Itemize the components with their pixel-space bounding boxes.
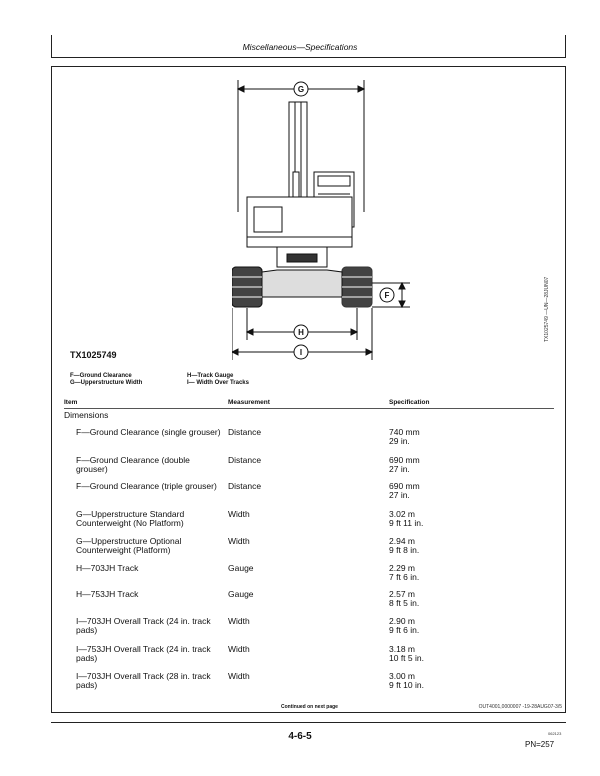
row-item: F—Ground Clearance (triple grouser) xyxy=(76,481,217,491)
spec-metric: 740 mm xyxy=(389,427,420,437)
spec-imperial: 8 ft 5 in. xyxy=(389,598,420,608)
row-item: I—753JH Overall Track (24 in. track pads) xyxy=(76,644,211,663)
spec-metric: 3.02 m xyxy=(389,509,415,519)
row-item: I—703JH Overall Track (28 in. track pads) xyxy=(76,671,211,690)
spec-imperial: 10 ft 5 in. xyxy=(389,653,424,663)
spec-metric: 2.94 m xyxy=(389,536,415,546)
legend-item: I— Width Over Tracks xyxy=(187,380,249,386)
row-measurement: Distance xyxy=(228,427,262,437)
spec-metric: 3.18 m xyxy=(389,644,415,654)
row-measurement: Width xyxy=(228,616,250,626)
spec-imperial: 27 in. xyxy=(389,490,410,500)
row-measurement: Width xyxy=(228,644,250,654)
swing-bearing xyxy=(287,254,317,262)
spec-metric: 2.57 m xyxy=(389,589,415,599)
legend-item: H—Track Gauge xyxy=(187,373,234,379)
row-item: F—Ground Clearance (single grouser) xyxy=(76,427,221,437)
column-header-item: Item xyxy=(64,399,78,406)
spec-content-box xyxy=(51,66,566,713)
spec-imperial: 27 in. xyxy=(389,464,410,474)
row-measurement: Distance xyxy=(228,455,262,465)
i-callout-label: I xyxy=(299,348,303,357)
row-specification xyxy=(389,510,423,528)
spec-imperial: 7 ft 6 in. xyxy=(389,572,420,582)
i-arrow-right xyxy=(366,349,372,355)
legend-column-2 xyxy=(187,373,249,387)
page-number: 4-6-5 xyxy=(288,731,312,742)
row-measurement: Width xyxy=(228,671,250,681)
track-frame xyxy=(262,270,342,297)
machine-dimension-figure xyxy=(232,72,472,362)
column-header-measurement: Measurement xyxy=(228,399,270,406)
row-measurement: Gauge xyxy=(228,563,254,573)
row-specification xyxy=(389,672,424,690)
spec-metric: 690 mm xyxy=(389,481,420,491)
row-measurement: Width xyxy=(228,536,250,546)
h-arrow-right xyxy=(351,329,357,335)
f-callout-label: F xyxy=(384,291,390,300)
row-specification xyxy=(389,456,420,474)
spec-metric: 2.29 m xyxy=(389,563,415,573)
document-reference: OUT4001,0000007 -19-28AUG07-3/5 xyxy=(478,704,562,710)
row-measurement: Distance xyxy=(228,481,262,491)
table-header-rule xyxy=(64,408,554,409)
row-specification xyxy=(389,428,420,446)
spec-imperial: 9 ft 8 in. xyxy=(389,545,420,555)
row-specification xyxy=(389,564,419,582)
legend-item: G—Upperstructure Width xyxy=(70,380,143,386)
column-header-specification: Specification xyxy=(389,399,430,406)
pn-number: PN=257 xyxy=(525,740,555,749)
row-specification xyxy=(389,645,424,663)
footer-code: 062123 xyxy=(548,731,562,736)
upperstructure xyxy=(247,197,352,247)
section-title: Dimensions xyxy=(64,410,109,420)
spec-imperial: 9 ft 10 in. xyxy=(389,680,424,690)
g-arrow-left xyxy=(238,86,244,92)
row-specification xyxy=(389,590,419,608)
row-item: I—703JH Overall Track (24 in. track pads) xyxy=(76,616,211,635)
row-item: H—703JH Track xyxy=(76,563,139,573)
spec-imperial: 29 in. xyxy=(389,436,410,446)
header-divider xyxy=(51,57,566,58)
legend-item: F—Ground Clearance xyxy=(70,373,132,379)
legend-column-1 xyxy=(70,373,142,387)
page-header-title: Miscellaneous—Specifications xyxy=(242,42,358,52)
h-arrow-left xyxy=(247,329,253,335)
spec-metric: 2.90 m xyxy=(389,616,415,626)
row-measurement: Gauge xyxy=(228,589,254,599)
spec-metric: 3.00 m xyxy=(389,671,415,681)
h-callout-label: H xyxy=(298,328,304,337)
row-item: G—Upperstructure Optional Counterweight (Platform) xyxy=(76,536,182,555)
i-arrow-left xyxy=(232,349,238,355)
boom-cylinder xyxy=(293,172,299,197)
f-arrow-bottom xyxy=(399,301,405,307)
row-item: H—753JH Track xyxy=(76,589,139,599)
figure-side-id: TX1025749 —UN—28JUN07 xyxy=(544,276,550,342)
f-arrow-top xyxy=(399,283,405,289)
row-measurement: Width xyxy=(228,509,250,519)
g-callout-label: G xyxy=(297,85,305,94)
continued-note: Continued on next page xyxy=(281,704,338,710)
spec-imperial: 9 ft 11 in. xyxy=(389,518,424,528)
spec-metric: 690 mm xyxy=(389,455,420,465)
g-arrow-right xyxy=(358,86,364,92)
spec-imperial: 9 ft 6 in. xyxy=(389,625,420,635)
figure-id: TX1025749 xyxy=(70,350,117,360)
row-specification xyxy=(389,617,419,635)
row-item: F—Ground Clearance (double grouser) xyxy=(76,455,190,474)
footer-divider xyxy=(51,722,566,723)
row-item: G—Upperstructure Standard Counterweight (No Platform) xyxy=(76,509,185,528)
row-specification xyxy=(389,537,419,555)
row-specification xyxy=(389,482,420,500)
